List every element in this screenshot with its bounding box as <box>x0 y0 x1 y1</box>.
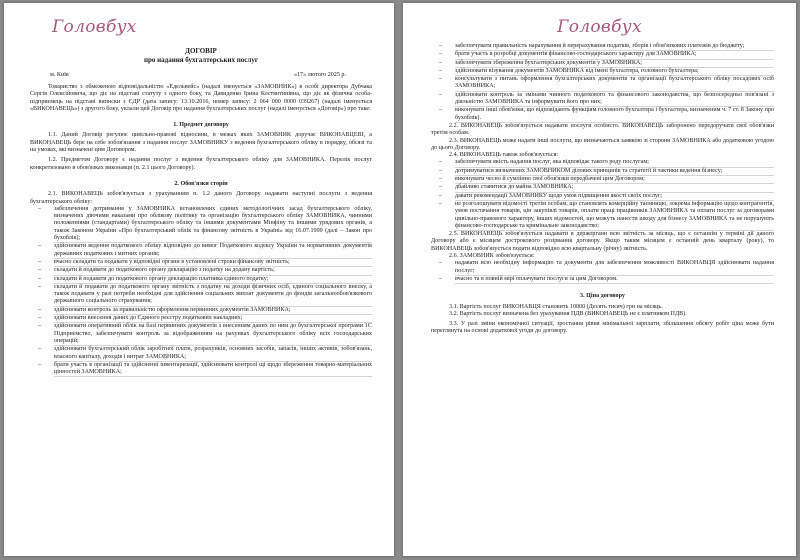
list-item: – здійснювати бухгалтерський облік заробітної плати, розрахунків, основних засобів, запасів, інших активів, зобов'язань, власного капіталу, доходів і витрат ЗАМОВНИКА; <box>54 346 372 362</box>
section-1-heading: 1. Предмет договору <box>173 122 229 129</box>
clause-2-6-list <box>431 260 774 284</box>
company-logo: Головбух <box>557 17 642 37</box>
clause-2-4: 2.4. ВИКОНАВЕЦЬ також зобов'язується: <box>449 152 559 159</box>
list-item: – брати участь в організації та здійсненні інвентаризації, здійснювати контролі щі щодо збереження товарно-матеріальних цінностей ЗАМОВНИКА; <box>54 362 372 378</box>
preamble: Товариство з обмеженою відповідальністю «Едельвейс» (надалі іменується «ЗАМОВНИК») в особі директора Дубчака Сергія Олексійовича, що діє на підставі статуту з одного боку, та Давиденко Ірина Костянтинівна, що діє як фізична особа-підприємець на підставі виписки з ЄДР (дата запису: 13.10.2016, номер запису: 2 064 000 0000 039267) (надалі іменується «ВИКОНАВЕЦЬ») з другого боку, уклали цей Договір про надання бухгалтерських послуг (надалі іменується «Договір») про таке: <box>30 84 372 112</box>
list-item: – складати й подавати до податкового органу декларацію платника єдиного податку; <box>54 276 372 284</box>
clause-2-3: 2.3. ВИКОНАВЕЦЬ може надати інші послуги, що визначаються заявкою зі сторони ЗАМОВНИКА або додатковою угодою до цього Договору. <box>431 137 774 151</box>
list-item: – брати участь в розробці документів фінансово-господарського характеру для ЗАМОВНИКА; <box>455 51 774 59</box>
list-item: – забезпечувати правильність нарахування й перерахування податків, зборів і обов'язкових платежів до бюджету; <box>455 43 774 51</box>
contract-date: «17» лютого 2025 р. <box>293 72 346 78</box>
contract-subtitle: про надання бухгалтерських послуг <box>143 55 259 64</box>
list-item: – консультувати з питань оформлення бухгалтерських документів та організації бухгалтерського обліку посадових осіб ЗАМОВНИКА; <box>455 76 774 92</box>
clause-1-1: 1.1. Даний Договір регулює цивільно-правові відносини, в межах яких ЗАМОВНИК доручає ВИКОНАВЦЕВІ, а ВИКОНАВЕЦЬ бере на себе зобов'язання з надання послуг ЗАМОВНИКУ з ведення бухгалтерського обліку в порядку, обсязі та на умовах, які визначені цим Договором. <box>30 132 372 154</box>
list-item: – забезпечувати збереження бухгалтерських документів у ЗАМОВНИКА; <box>455 60 774 68</box>
clause-2-4-list <box>431 159 774 231</box>
clause-2-6: 2.6. ЗАМОВНИК зобов'язується: <box>449 253 535 260</box>
list-item: – здійснювати контроль за правильністю оформлення первинних документів ЗАМОВНИКА; <box>54 307 372 315</box>
list-item: – здійснювати контроль за змінами чинного податкового та фінансового законодавства, що безпосередньо пов'язані з діяльністю ЗАМОВНИКА та інформувати його про них; <box>455 92 774 108</box>
clause-3-2: 3.2. Вартість послуг визначена без урахування ПДВ (ВИКОНАВЕЦЬ не є платником ПДВ). <box>449 310 687 317</box>
clause-2-5: 2.5. ВИКОНАВЕЦЬ зобов'язується надавати в держорганн всю звітність за місяць, що є останнім у терміні дії даного Договору або є місяцем дострокового розірвання договору. Якщо таким місяцем є останній день кварталу (року), то ВИКОНАВЕЦЬ зобов'язується подати відповідно всю квартальну (річну) звітність. <box>431 231 774 252</box>
list-item: – виконувати чесно й сумлінно свої обов'язки передбачені цим Договором; <box>455 176 774 184</box>
section-3-heading: 3. Ціна договору <box>580 293 625 300</box>
list-item: – забезпечувати якість надання послуг, яка відповідає такого роду послугам; <box>455 159 774 167</box>
list-item: – виконувати інші обов'язки, що відповідають функціям головного бухгалтера і бухгалтера, визначеним ч. 7 ст. 8 Закону про бухоблік). <box>455 107 774 123</box>
list-item: – здійснювати оперативний облік на базі первинних документів з внесенням даних по ним до бухгалтерської програми 1С Підприємство, забезпечувати контроль за відображенням на рахунках бухгалтерського обліку всіх господарських операцій; <box>54 323 372 346</box>
clause-2-1-list-continued <box>431 43 774 123</box>
list-item: – складати й подавати до податкового органу декларацію з податку на додану вартість; <box>54 267 372 275</box>
clause-2-1-list <box>30 206 372 378</box>
list-item: – забезпечення дотримання у ЗАМОВНИКА встановлених єдиних методологічних засад бухгалтерського обліку, визначених діючими наказами про облікову політику та організацію бухгалтерського обліку ЗАМОВНИКА, чинними положеннями (стандартами) бухгалтерського обліку та іншими документами Мінфіну та іншими урядових органів, а також Законом України «Про бухгалтерський облік та фінансову звітність в Україні» від 16.07.1999 (далі – Закон про бухоблік); <box>54 206 372 243</box>
clause-3-1: 3.1. Вартість послуг ВИКОНАВЦЯ становить 10000 (Десять тисяч) грн на місяць. <box>449 303 663 310</box>
section-2-heading: 2. Обов'язки сторін <box>174 180 228 187</box>
contract-city: м. Київ <box>50 72 69 78</box>
clause-1-2: 1.2. Предметом Договору є надання послуг з ведення бухгалтерського обліку для ЗАМОВНИКА. Перелік послуг конкретизовано в обов'язках виконавця (п. 2.1 цього Договору). <box>30 157 372 171</box>
list-item: – здійснювати візування документів ЗАМОВНИКА від імені бухгалтера, головного бухгалтера; <box>455 68 774 76</box>
list-item: – вчасно та в повній мірі оплачувати послуги за цим Договором. <box>455 276 774 284</box>
list-item: – не розголошувати відомості третім особам, що становлять комерційну таємницю, зокрема інформацію щодо контрагентів, умов постачання товарів, цін закупівлі товарів, оплати праці працівників ЗАМОВНИКА та оплати послуг за договорами цивільно-правового характеру, інших відомостей, що можуть нанести шкоду для бізнесу ЗАМОВНИКА та не порушують фінансово-господарське та кримінальне законодавство; <box>455 201 774 231</box>
company-logo: Головбух <box>52 17 137 37</box>
contract-title: ДОГОВІР <box>185 47 217 55</box>
list-item: – складати й подавати до податкового органу звітність з податку на доходи фізичних осіб, єдиного соціального внеску, а також подавати у разі потреби необхідні для здійснення соціальних виплат документи до фондів загальнообов'язкового державного соціального страхування; <box>54 284 372 307</box>
place-date-row <box>30 72 372 78</box>
list-item: – здійснювати внесення даних до Єдиного реєстру податкових накладних; <box>54 315 372 323</box>
list-item: – дотримуватися визначених ЗАМОВНИКОМ ділових принципів та стратегії й тактики ведення бізнесу; <box>455 168 774 176</box>
document-page-1 <box>4 3 394 556</box>
list-item: – давати рекомендації ЗАМОВНИКУ щодо умов підвищення якості своїх послуг; <box>455 193 774 201</box>
list-item: – надавати всю необхідну інформацію та документи для забезпечення можливості ВИКОНАВЦЯ здійснювати надання послуг; <box>455 260 774 276</box>
clause-3-3: 3.3. У разі зміни економічної ситуації, зростання рівня мінімальної зарплати, збільшення обсягу робіт ціна може бути переглянута на основі додаткової угоди до договору. <box>431 321 774 335</box>
document-page-2 <box>403 3 796 556</box>
list-item: – здійснювати ведення податкового обліку відповідно до вимог Податкового кодексу України та нормативних документів державних податкових і митних органів; <box>54 243 372 259</box>
list-item: – дбайливо ставитися до майна ЗАМОВНИКА; <box>455 184 774 192</box>
clause-2-2: 2.2. ВИКОНАВЕЦЬ зобов'язується надавати послуги особисто. ВИКОНАВЕЦЬ заборонено передоручати свої обов'язки третім особам. <box>431 122 774 137</box>
list-item: – вчасно складати та подавати у відповідні органи в установлені строки фінансову звітність; <box>54 259 372 267</box>
clause-2-1: 2.1. ВИКОНАВЕЦЬ зобов'язується з урахуванням п. 1.2 даного Договору надавати наступні послуги з ведення бухгалтерського обліку: <box>30 191 372 205</box>
